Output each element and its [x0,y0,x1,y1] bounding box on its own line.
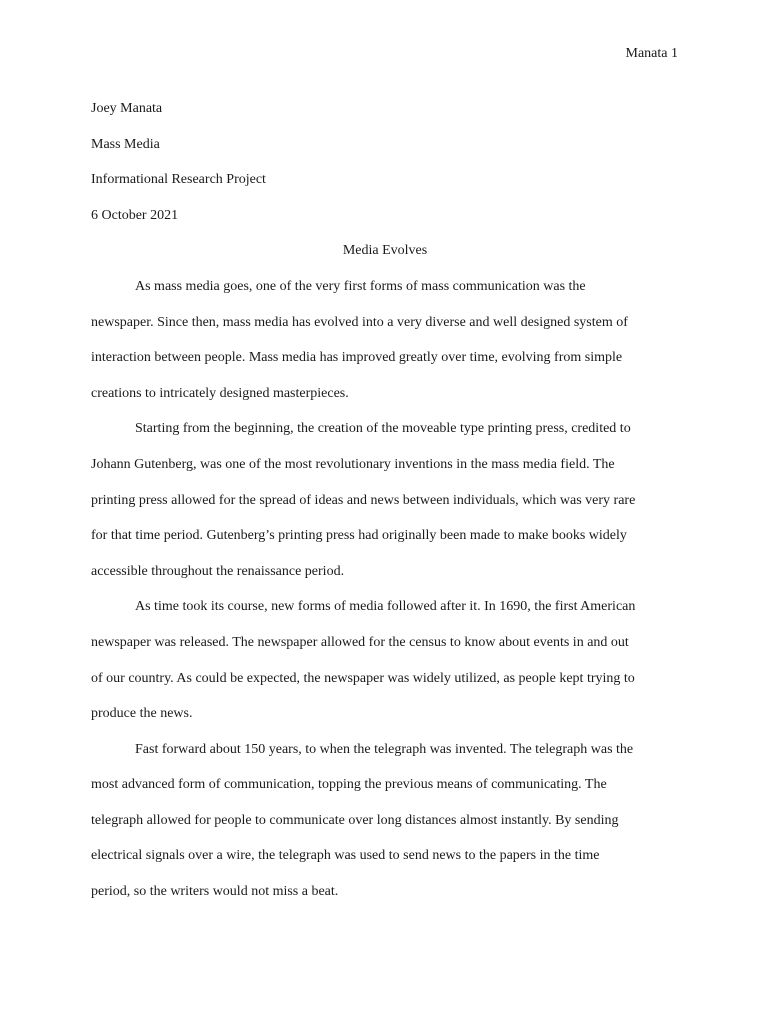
paragraph-line: for that time period. Gutenberg’s printing press had originally been made to make books widely [91,528,627,544]
document-date: 6 October 2021 [91,207,179,223]
paragraph-line: newspaper was released. The newspaper allowed for the census to know about events in and out [91,634,629,650]
paragraph-line: produce the news. [91,706,193,722]
paragraph-line: printing press allowed for the spread of ideas and news between individuals, which was very rare [91,492,636,508]
author-name: Joey Manata [91,101,163,116]
paragraph-line: Starting from the beginning, the creation of the moveable type printing press, credited to [135,421,631,437]
paragraph [91,411,679,589]
paragraph [91,732,679,910]
paragraph [91,589,679,731]
paragraph-line: As time took its course, new forms of media followed after it. In 1690, the first American [135,599,636,615]
paragraph-line: electrical signals over a wire, the telegraph was used to send news to the papers in the time [91,848,600,864]
paragraph-line: of our country. As could be expected, the newspaper was widely utilized, as people kept trying to [91,670,635,686]
paragraph-line: telegraph allowed for people to communicate over long distances almost instantly. By sending [91,812,619,828]
paragraph-line: newspaper. Since then, mass media has evolved into a very diverse and well designed system of [91,314,628,330]
paragraph-line: Johann Gutenberg, was one of the most revolutionary inventions in the mass media field. The [91,456,615,472]
assignment-name: Informational Research Project [91,172,266,188]
paragraph [91,269,679,411]
paragraph-line: accessible throughout the renaissance period. [91,563,345,579]
document-body [91,91,679,910]
paragraph-line: period, so the writers would not miss a beat. [91,884,339,900]
paragraph-line: interaction between people. Mass media has improved greatly over time, evolving from simple [91,350,623,366]
document-title: Media Evolves [342,243,428,259]
paragraph-line: As mass media goes, one of the very first forms of mass communication was the [135,278,586,294]
paragraph-line: creations to intricately designed masterpieces. [91,385,349,401]
paragraph-line: Fast forward about 150 years, to when the telegraph was invented. The telegraph was the [135,741,634,757]
paragraph-line: most advanced form of communication, topping the previous means of communicating. The [91,777,607,793]
running-head: Manata 1 [625,46,678,61]
course-name: Mass Media [91,136,160,152]
